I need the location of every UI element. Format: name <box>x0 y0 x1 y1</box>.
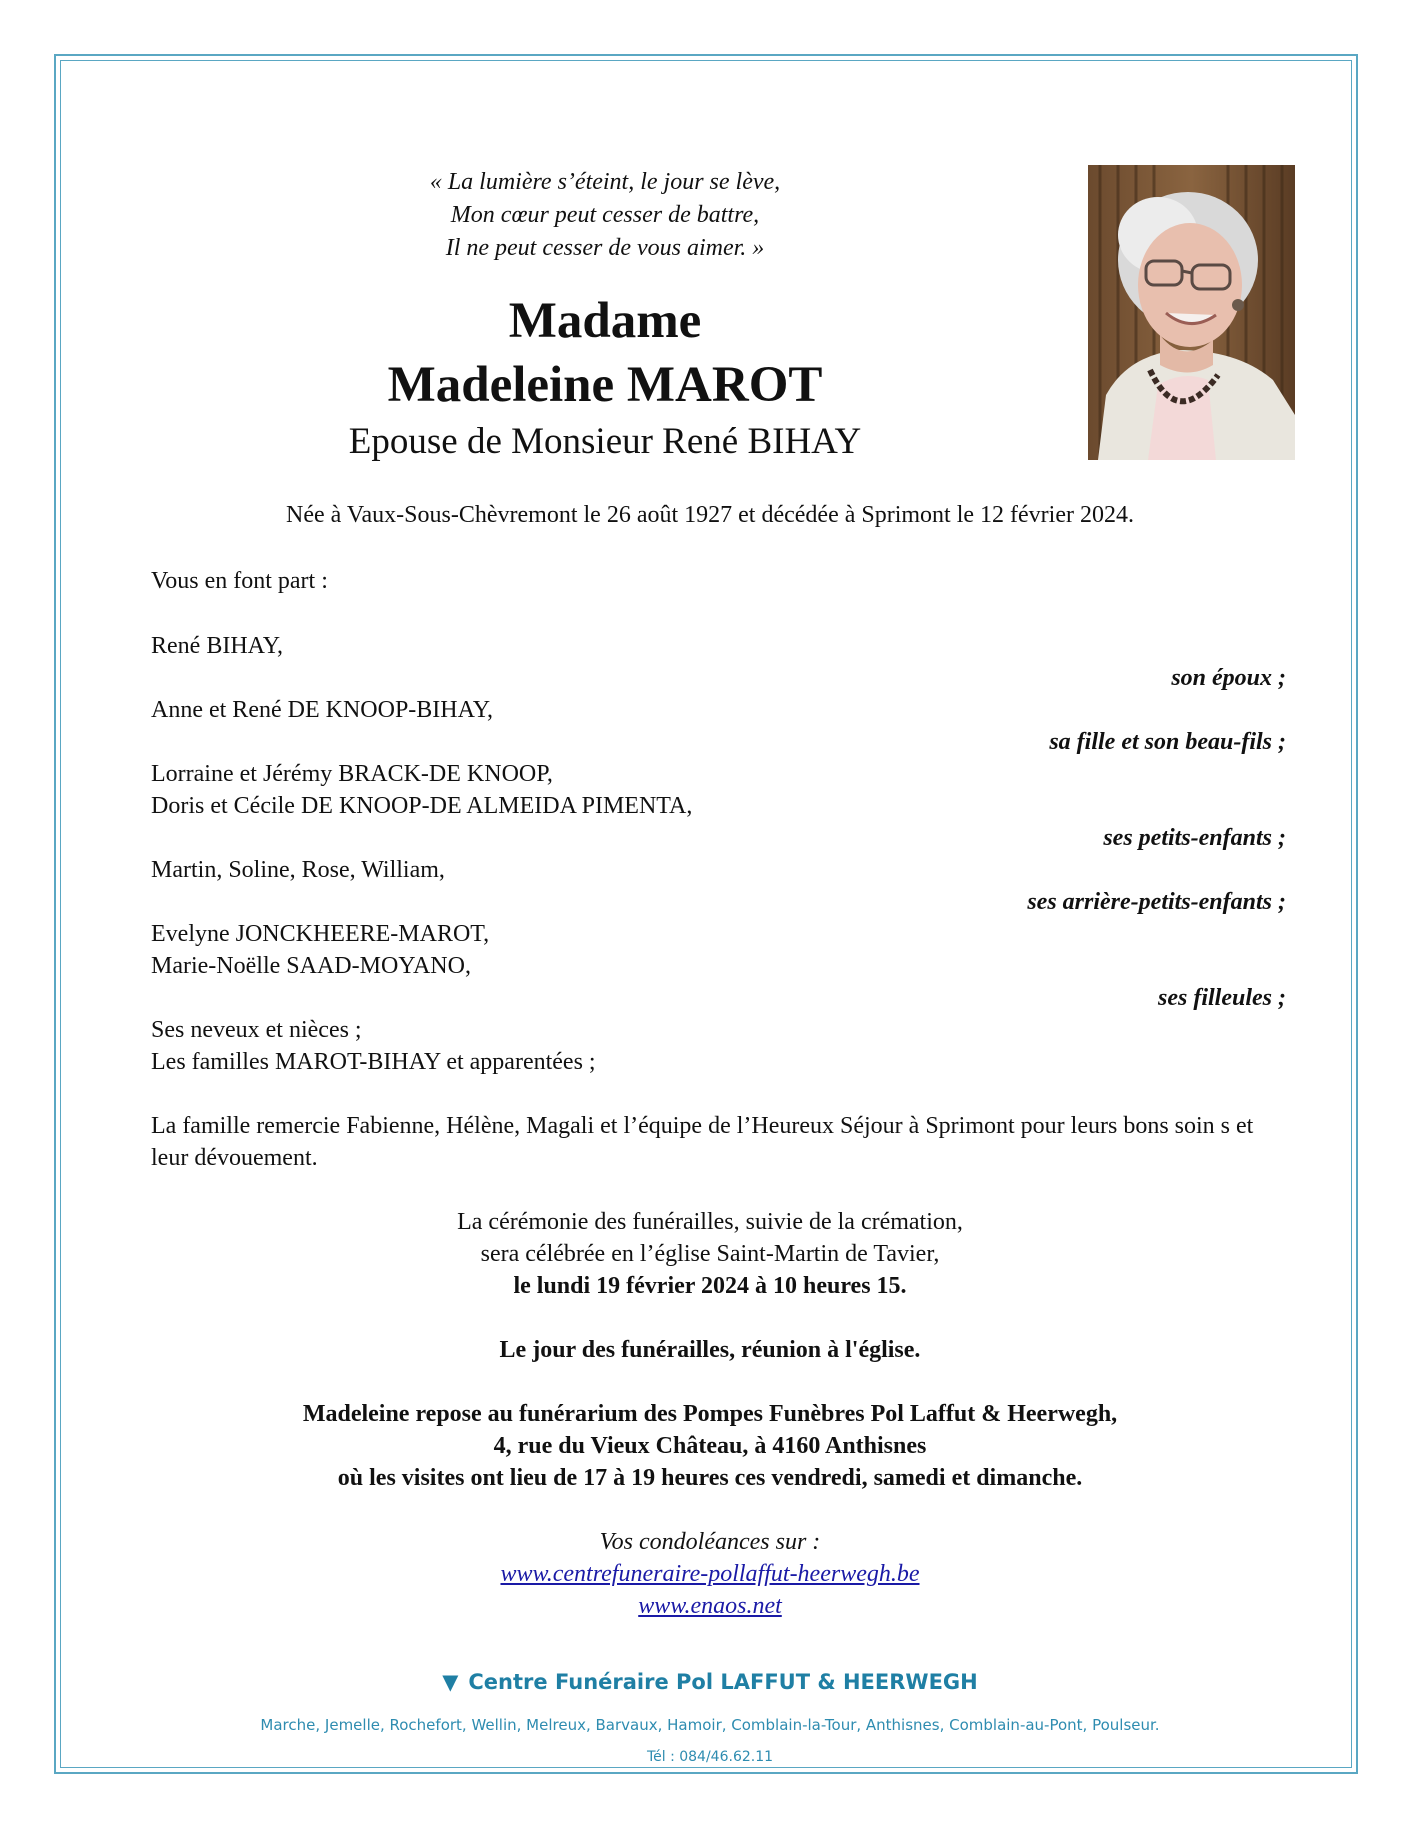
funeral-home-logo <box>150 1668 1270 1696</box>
family-relation: sa fille et son beau-fils ; <box>1049 729 1286 755</box>
ceremony-line-2: sera célébrée en l’église Saint-Martin de Tavier, <box>480 1241 940 1267</box>
rest-line-1: Madeleine repose au funérarium des Pompes Funèbres Pol Laffut & Heerwegh, <box>302 1401 1118 1427</box>
other-family: Les familles MAROT-BIHAY et apparentées ; <box>151 1049 596 1075</box>
condolences-link-primary[interactable]: www.centrefuneraire-pollaffut-heerwegh.be <box>500 1561 920 1587</box>
quote-line-2: Mon cœur peut cesser de battre, <box>450 202 760 228</box>
quote <box>150 166 1060 265</box>
family-member: Lorraine et Jérémy BRACK-DE KNOOP, <box>151 761 553 787</box>
quote-line-3: Il ne peut cesser de vous aimer. » <box>445 235 765 261</box>
rest-line-2: 4, rue du Vieux Château, à 4160 Anthisnes <box>493 1433 927 1459</box>
condolences <box>150 1526 1270 1622</box>
deceased-spouse: Epouse de Monsieur René BIHAY <box>348 421 862 462</box>
family-member: Anne et René DE KNOOP-BIHAY, <box>151 697 493 723</box>
ceremony-date: le lundi 19 février 2024 à 10 heures 15. <box>513 1273 907 1299</box>
funeral-home-locations: Marche, Jemelle, Rochefort, Wellin, Melreux, Barvaux, Hamoir, Comblain-la-Tour, Anthisnes, Comblain-au-Pont, Poulseur. <box>260 1716 1160 1734</box>
deceased-name: Madeleine MAROT <box>387 357 823 413</box>
family-member: Martin, Soline, Rose, William, <box>151 857 445 883</box>
deceased-title: Madame <box>508 293 702 349</box>
funeral-home-phone: Tél : 084/46.62.11 <box>646 1749 774 1765</box>
ceremony-line-1: La cérémonie des funérailles, suivie de la crémation, <box>457 1209 963 1235</box>
family-member: Doris et Cécile DE KNOOP-DE ALMEIDA PIMENTA, <box>151 793 693 819</box>
other-family: Ses neveux et nièces ; <box>151 1017 362 1043</box>
family-relation: ses filleules ; <box>1158 985 1286 1011</box>
portrait-photo <box>1088 165 1295 460</box>
family-member: René BIHAY, <box>151 633 284 659</box>
funeral-home-name: Centre Funéraire Pol LAFFUT & HEERWEGH <box>468 1670 978 1694</box>
family-member: Evelyne JONCKHEERE-MAROT, <box>151 921 490 947</box>
rest-info <box>150 1398 1270 1494</box>
family-relation: ses petits-enfants ; <box>1103 825 1286 851</box>
family-relation: ses arrière-petits-enfants ; <box>1027 889 1286 915</box>
condolences-label: Vos condoléances sur : <box>599 1529 821 1555</box>
family-member: Marie-Noëlle SAAD-MOYANO, <box>151 953 471 979</box>
family-relation: son époux ; <box>1171 665 1286 691</box>
birth-death-line: Née à Vaux-Sous-Chèvremont le 26 août 1927 et décédée à Sprimont le 12 février 2024. <box>286 502 1134 528</box>
intro-text: Vous en font part : <box>151 568 328 594</box>
rest-line-3: où les visites ont lieu de 17 à 19 heures ces vendredi, samedi et dimanche. <box>337 1465 1083 1491</box>
meeting-info: Le jour des funérailles, réunion à l'église. <box>499 1337 921 1363</box>
triangle-down-icon: ▼ <box>442 1670 459 1694</box>
ceremony-info <box>150 1206 1270 1302</box>
quote-line-1: « La lumière s’éteint, le jour se lève, <box>429 169 781 195</box>
condolences-link-secondary[interactable]: www.enaos.net <box>638 1593 782 1619</box>
thanks-paragraph: La famille remercie Fabienne, Hélène, Magali et l’équipe de l’Heureux Séjour à Sprimont pour leurs bons soin s et leur dévouement. <box>151 1113 1254 1171</box>
